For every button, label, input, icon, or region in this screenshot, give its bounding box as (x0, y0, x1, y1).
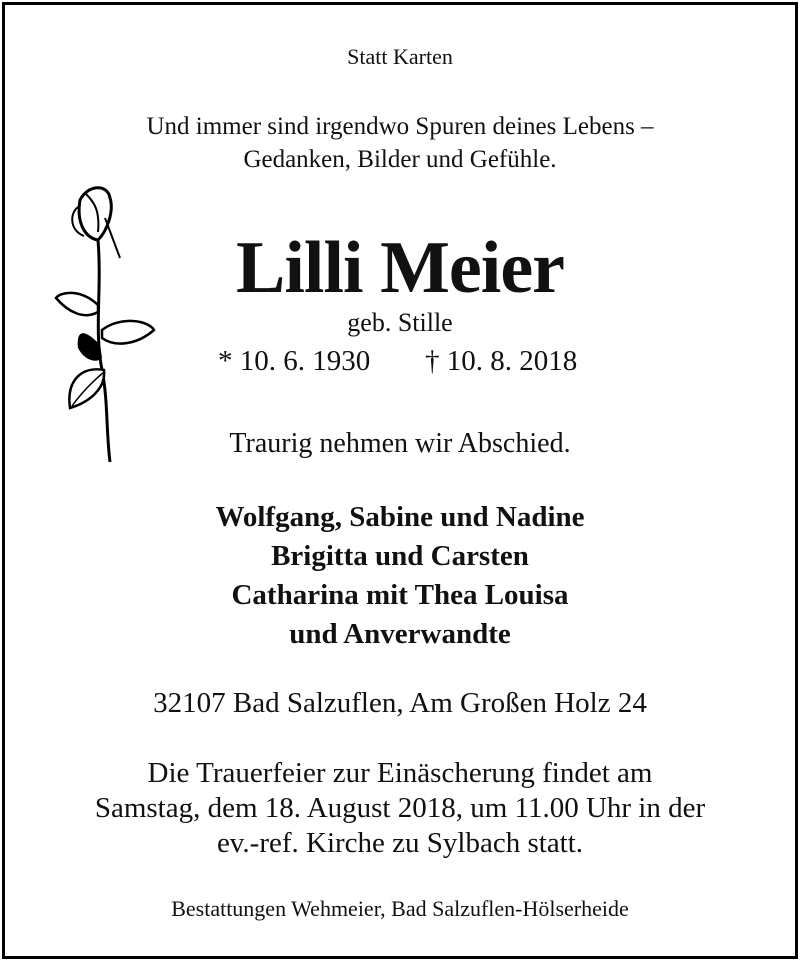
verse-line: Und immer sind irgendwo Spuren deines Lebens – (146, 113, 654, 140)
verse-line: Gedanken, Bilder und Gefühle. (243, 146, 557, 173)
family-line: Wolfgang, Sabine und Nadine (215, 501, 585, 533)
footer-text: Bestattungen Wehmeier, Bad Salzuflen-Hölserheide (171, 896, 629, 921)
ceremony-line: ev.-ref. Kirche zu Sylbach statt. (216, 827, 584, 859)
address: 32107 Bad Salzuflen, Am Großen Holz 24 (153, 687, 647, 719)
farewell-text: Traurig nehmen wir Abschied. (229, 428, 571, 459)
header-text: Statt Karten (347, 44, 453, 69)
ceremony-line: Samstag, dem 18. August 2018, um 11.00 Uhr in der (94, 792, 706, 824)
maiden-name: geb. Stille (347, 308, 453, 337)
family-line: Catharina mit Thea Louisa (231, 579, 569, 611)
deceased-name: Lilli Meier (235, 227, 565, 309)
ceremony-line: Die Trauerfeier zur Einäscherung findet am (147, 757, 653, 789)
death-date: † 10. 8. 2018 (425, 345, 578, 377)
verse (0, 110, 800, 176)
family-list (0, 498, 800, 654)
family-line: und Anverwandte (289, 618, 511, 650)
family-line: Brigitta und Carsten (271, 540, 529, 572)
birth-date: * 10. 6. 1930 (218, 345, 371, 377)
ceremony-info (0, 756, 800, 861)
